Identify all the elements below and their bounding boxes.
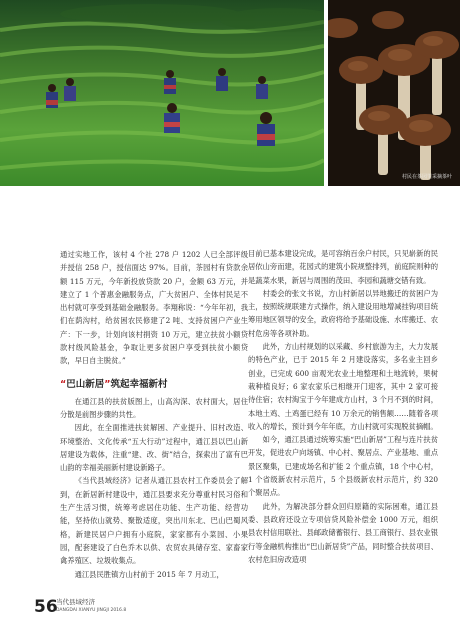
magazine-name: 当代县域经济 <box>56 598 95 606</box>
paragraph: 此外，方山村规划的以采藏、乡村旅游为主，大力发展的特色产业，已于 2015 年 2 月建设落实，多名业主回乡创业，已完成 600 亩观光农业土地整理和土地流转，果树栽种植良好；6 家农家乐已相继开门迎客，其中 2 家可接待住宿；农村淘宝于今年建成方山村，3 个月不到的时间，本地土鸡、土鸡蛋已经有 10 万余元的销售额……随着各项收入的增长，预计到今年年底，方山村就可实现脱贫摘帽。 <box>248 342 438 431</box>
paragraph: 通过实地工作，该村 4 个社 278 户 1202 人已全部评级并授信 258 户，授信面达 97%。目前，茶园村有贷款余额 115 万元，今年新投放贷款 20 户，金额 63 万元，并建立了 1 个普惠金融服务点，广大贫困户、全体村民足不出村就可享受到基础金融服务。李翔称说：“今年年初，我们在荫沟村，给贫困农民修建了2 吨、支持贫困户产业生产：下一步，计划向该村捐资 10 万元，建立扶贫小额贷款村级风险基金，争取让更多贫困户享受到扶贫小额贷款，早日自主脱贫。” <box>60 250 248 366</box>
paragraph: 此外，为解决部分群众回归原籍的实际困难，通江县委、县政府还设立专项信贷风险补偿金 1000 万元，组织县农村信用联社、县邮政储蓄银行、县工商银行、县农业银行等金融机构推出“巴山新居贷”产品，同时整合扶贫项目、农村危旧房改造项 <box>248 501 438 564</box>
paragraph: 村委会的张文书说，方山村新居以异地搬迁的贫困户为主，按照统规联建方式操作，纳入建设用地增减挂钩项目统筹用地区领导的安全，政府将给予基础设施、水库搬迁、农村危房等各项补助。 <box>248 288 438 338</box>
heading-open-quote: “ <box>60 378 67 390</box>
article-right-column <box>248 247 438 566</box>
heading-close-quote: ” <box>104 378 111 390</box>
page-number: 56 <box>34 597 58 617</box>
magazine-issue: DANGDAI XIANYU JINGJI 2016.8 <box>56 608 127 613</box>
article-left-column <box>60 248 248 581</box>
paragraph: 因此，在全面推进扶贫解困、产业提升、旧村改造、环境整治、文化传承“五大行动”过程中，通江县以巴山新居建设为载体，注重“建、改、街”结合，探索出了富有巴山韵的幸福美丽新村建设新路子。 <box>60 423 248 473</box>
paragraph: 《当代县域经济》记者从通江县农村工作委员会了解到，在新居新村建设中，通江县要求充分尊重村民习俗和生产生活习惯，统筹考虑居住功能、生产功能、经营功能，坚持依山就势、聚散适度，突出川东北、巴山巴蜀风格，新建民居户户拥有小庭院，家家都有小菜园、小果园，配套建设了白色乔木以供、农贸农具储存室、家畜家禽养殖区、垃圾收集点。 <box>60 476 248 566</box>
paragraph: 通江县民胜镇方山村前于 2015 年 7 月动工， <box>74 569 224 579</box>
photo-caption: 村民在茶园里采摘茶叶 <box>401 174 452 180</box>
heading-rest: 筑起幸福新村 <box>110 378 168 390</box>
paragraph: 目前已基本建设完成，是可容纳百余户村民，只见崭新的民居依山旁而建，花园式的建筑小院规整排列，前庭院则种的是蔬菜水果，新居与周围的茂田、李园和蔬塘交错有致。 <box>248 249 438 285</box>
header-photos <box>0 0 460 186</box>
mushroom-photo <box>328 0 460 186</box>
mushroom-illustration <box>328 0 460 186</box>
tea-garden-photo <box>0 0 324 186</box>
paragraph: 如今，通江县通过统筹实施“巴山新居”工程与连片扶贫开发，促进农户向场镇、中心村、聚居点、产业基地、重点景区聚集，已建成场名和扩能 2 个重点镇，18 个中心村，1 个省级新农村示范片，5 个县级新农村示范片，约 320 个聚居点。 <box>248 435 438 498</box>
section-heading <box>60 378 248 391</box>
paragraph: 在通江县的扶贫版图上，山高沟深、农村面大，居住分散是前图步骤的共性。 <box>60 396 248 419</box>
heading-title: 巴山新居 <box>66 378 105 390</box>
